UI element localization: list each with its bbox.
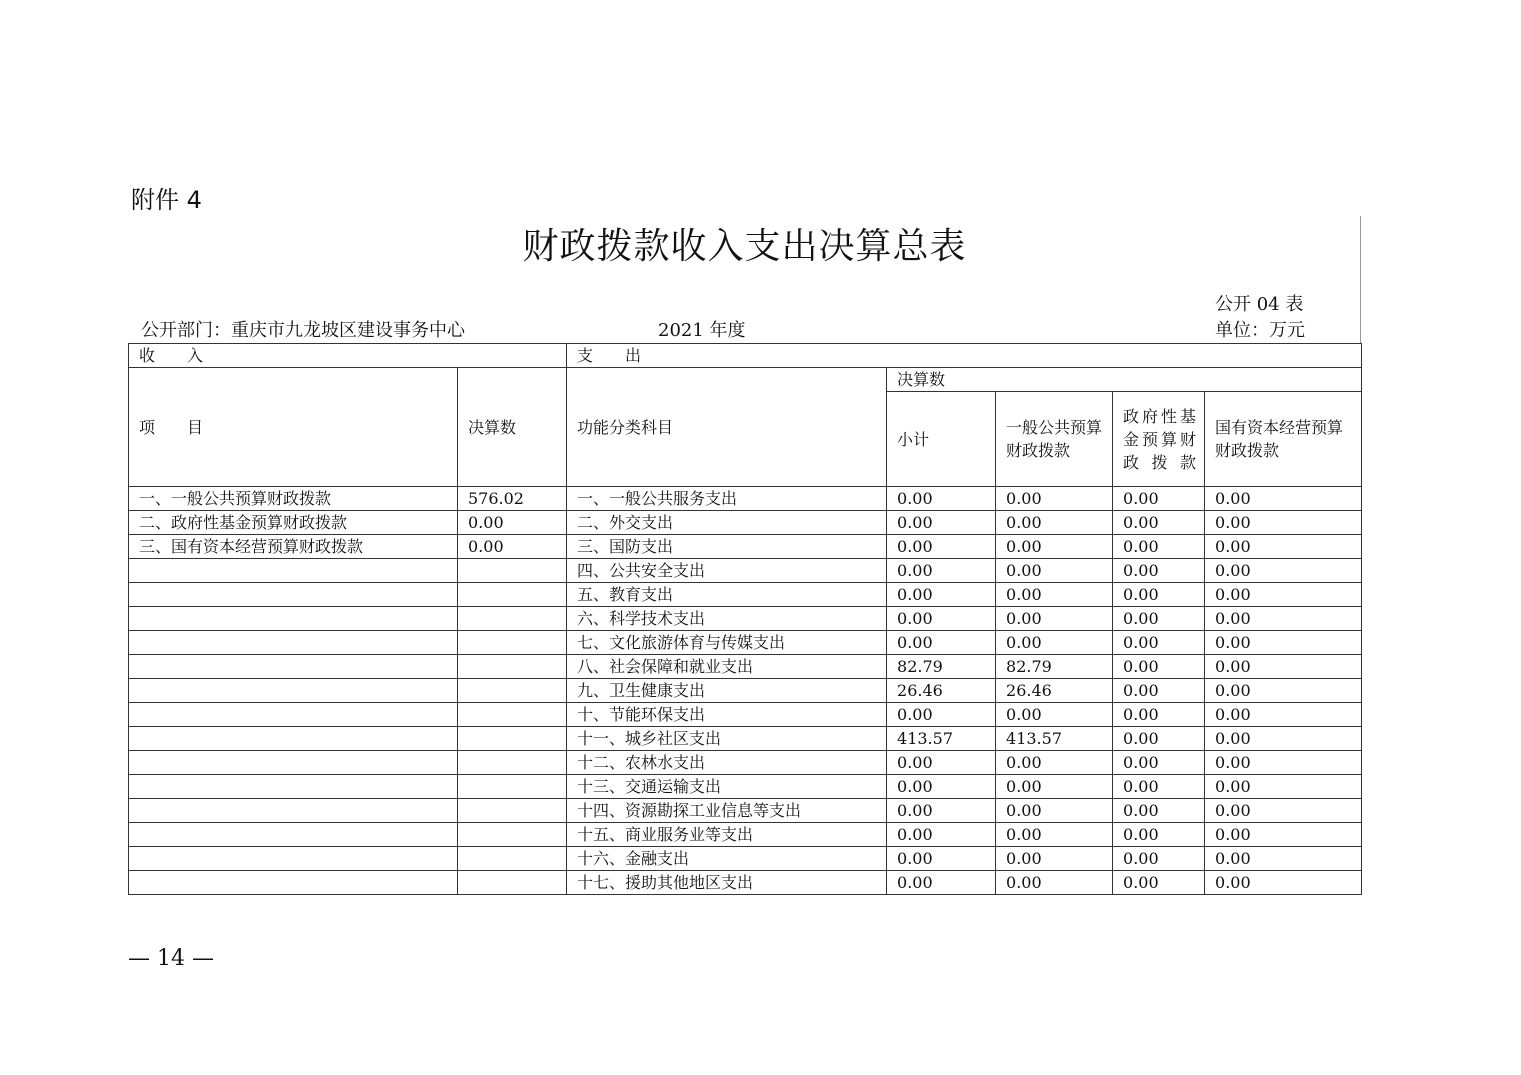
state-capital-cell: 0.00 [1205, 727, 1362, 751]
general-budget-cell: 0.00 [996, 871, 1113, 895]
state-capital-cell: 0.00 [1205, 583, 1362, 607]
general-budget-cell: 0.00 [996, 823, 1113, 847]
general-budget-cell: 0.00 [996, 511, 1113, 535]
income-amount-cell [458, 655, 567, 679]
income-item-cell [129, 823, 458, 847]
function-category-cell: 五、教育支出 [567, 583, 887, 607]
state-capital-cell: 0.00 [1205, 703, 1362, 727]
income-item-cell [129, 559, 458, 583]
general-budget-cell: 0.00 [996, 775, 1113, 799]
gov-fund-cell: 0.00 [1113, 559, 1205, 583]
state-capital-cell: 0.00 [1205, 631, 1362, 655]
general-budget-cell: 82.79 [996, 655, 1113, 679]
function-category-cell: 十二、农林水支出 [567, 751, 887, 775]
income-item-cell [129, 631, 458, 655]
gov-fund-cell: 0.00 [1113, 799, 1205, 823]
state-capital-cell: 0.00 [1205, 607, 1362, 631]
function-category-cell: 十一、城乡社区支出 [567, 727, 887, 751]
income-amount-cell [458, 823, 567, 847]
function-category-cell: 一、一般公共服务支出 [567, 487, 887, 511]
income-item-cell [129, 727, 458, 751]
subtotal-cell: 0.00 [887, 583, 996, 607]
general-budget-column-header: 一般公共预算财政拨款 [996, 392, 1113, 487]
subtotal-cell: 0.00 [887, 799, 996, 823]
function-category-cell: 三、国防支出 [567, 535, 887, 559]
income-amount-cell [458, 607, 567, 631]
table-row [129, 655, 1362, 679]
unit-label: 单位：万元 [1215, 320, 1305, 341]
subtotal-cell: 0.00 [887, 631, 996, 655]
state-capital-cell: 0.00 [1205, 871, 1362, 895]
table-row [129, 871, 1362, 895]
table-row [129, 751, 1362, 775]
general-budget-cell: 0.00 [996, 631, 1113, 655]
function-category-cell: 七、文化旅游体育与传媒支出 [567, 631, 887, 655]
income-item-cell [129, 775, 458, 799]
state-capital-cell: 0.00 [1205, 775, 1362, 799]
income-amount-cell [458, 727, 567, 751]
subtotal-cell: 0.00 [887, 871, 996, 895]
income-item-cell [129, 871, 458, 895]
subtotal-cell: 0.00 [887, 775, 996, 799]
margin-rule [1360, 216, 1361, 344]
subtotal-cell: 0.00 [887, 487, 996, 511]
table-row [129, 631, 1362, 655]
income-group-header: 收 入 [129, 344, 567, 368]
table-row [129, 583, 1362, 607]
function-category-cell: 十四、资源勘探工业信息等支出 [567, 799, 887, 823]
table-row [129, 847, 1362, 871]
subtotal-cell: 26.46 [887, 679, 996, 703]
income-amount-cell [458, 847, 567, 871]
gov-fund-cell: 0.00 [1113, 511, 1205, 535]
function-category-cell: 六、科学技术支出 [567, 607, 887, 631]
table-row [129, 679, 1362, 703]
subtotal-cell: 0.00 [887, 535, 996, 559]
subtotal-cell: 0.00 [887, 751, 996, 775]
table-row [129, 775, 1362, 799]
income-amount-cell [458, 871, 567, 895]
table-row [129, 559, 1362, 583]
income-amount-column-header: 决算数 [458, 368, 567, 487]
general-budget-cell: 0.00 [996, 847, 1113, 871]
function-category-cell: 八、社会保障和就业支出 [567, 655, 887, 679]
subtotal-cell: 0.00 [887, 559, 996, 583]
item-column-header: 项 目 [129, 368, 458, 487]
income-amount-cell [458, 631, 567, 655]
income-amount-cell: 576.02 [458, 487, 567, 511]
function-category-cell: 四、公共安全支出 [567, 559, 887, 583]
gov-fund-column-header: 政府性基金预算财政拨款 [1113, 392, 1205, 487]
function-category-cell: 十三、交通运输支出 [567, 775, 887, 799]
expense-group-header: 支 出 [567, 344, 1362, 368]
table-row [129, 799, 1362, 823]
income-item-cell: 二、政府性基金预算财政拨款 [129, 511, 458, 535]
income-amount-cell [458, 775, 567, 799]
general-budget-cell: 0.00 [996, 607, 1113, 631]
table-row [129, 487, 1362, 511]
gov-fund-cell: 0.00 [1113, 607, 1205, 631]
table-row [129, 703, 1362, 727]
page-number: — 14 — [128, 946, 214, 971]
fiscal-year: 2021 年度 [658, 320, 746, 341]
gov-fund-cell: 0.00 [1113, 751, 1205, 775]
subtotal-cell: 0.00 [887, 823, 996, 847]
income-item-cell [129, 583, 458, 607]
state-capital-cell: 0.00 [1205, 535, 1362, 559]
gov-fund-cell: 0.00 [1113, 631, 1205, 655]
general-budget-cell: 0.00 [996, 583, 1113, 607]
income-amount-cell [458, 703, 567, 727]
income-amount-cell [458, 559, 567, 583]
state-capital-column-header: 国有资本经营预算财政拨款 [1205, 392, 1362, 487]
gov-fund-cell: 0.00 [1113, 679, 1205, 703]
table-code: 公开 04 表 [1215, 294, 1304, 315]
gov-fund-cell: 0.00 [1113, 535, 1205, 559]
function-category-column-header: 功能分类科目 [567, 368, 887, 487]
gov-fund-cell: 0.00 [1113, 487, 1205, 511]
gov-fund-cell: 0.00 [1113, 727, 1205, 751]
gov-fund-cell: 0.00 [1113, 775, 1205, 799]
subtotal-cell: 0.00 [887, 847, 996, 871]
function-category-cell: 十五、商业服务业等支出 [567, 823, 887, 847]
state-capital-cell: 0.00 [1205, 559, 1362, 583]
income-amount-cell [458, 799, 567, 823]
table-row [129, 727, 1362, 751]
income-item-cell [129, 751, 458, 775]
fiscal-summary-table [128, 343, 1362, 895]
state-capital-cell: 0.00 [1205, 511, 1362, 535]
general-budget-cell: 0.00 [996, 799, 1113, 823]
general-budget-cell: 413.57 [996, 727, 1113, 751]
income-item-cell: 一、一般公共预算财政拨款 [129, 487, 458, 511]
function-category-cell: 十、节能环保支出 [567, 703, 887, 727]
table-row [129, 823, 1362, 847]
page-title: 财政拨款收入支出决算总表 [522, 226, 967, 267]
group-header-row [129, 344, 1362, 368]
income-amount-cell [458, 679, 567, 703]
general-budget-cell: 0.00 [996, 559, 1113, 583]
department-label: 公开部门：重庆市九龙坡区建设事务中心 [141, 320, 465, 341]
general-budget-cell: 26.46 [996, 679, 1113, 703]
income-amount-cell [458, 751, 567, 775]
general-budget-cell: 0.00 [996, 487, 1113, 511]
state-capital-cell: 0.00 [1205, 751, 1362, 775]
income-item-cell [129, 607, 458, 631]
gov-fund-cell: 0.00 [1113, 583, 1205, 607]
gov-fund-cell: 0.00 [1113, 847, 1205, 871]
subtotal-cell: 0.00 [887, 607, 996, 631]
income-item-cell [129, 655, 458, 679]
gov-fund-cell: 0.00 [1113, 655, 1205, 679]
attachment-label: 附件 4 [131, 186, 202, 214]
subtotal-cell: 82.79 [887, 655, 996, 679]
income-item-cell [129, 703, 458, 727]
gov-fund-cell: 0.00 [1113, 703, 1205, 727]
state-capital-cell: 0.00 [1205, 823, 1362, 847]
income-amount-cell [458, 583, 567, 607]
state-capital-cell: 0.00 [1205, 679, 1362, 703]
income-amount-cell: 0.00 [458, 535, 567, 559]
subtotal-cell: 413.57 [887, 727, 996, 751]
expense-amount-group-header: 决算数 [887, 368, 1362, 392]
state-capital-cell: 0.00 [1205, 799, 1362, 823]
function-category-cell: 二、外交支出 [567, 511, 887, 535]
table-row [129, 511, 1362, 535]
income-item-cell [129, 847, 458, 871]
income-amount-cell: 0.00 [458, 511, 567, 535]
gov-fund-cell: 0.00 [1113, 871, 1205, 895]
table-row [129, 607, 1362, 631]
general-budget-cell: 0.00 [996, 703, 1113, 727]
column-header-row-1 [129, 368, 1362, 392]
income-item-cell: 三、国有资本经营预算财政拨款 [129, 535, 458, 559]
state-capital-cell: 0.00 [1205, 847, 1362, 871]
income-item-cell [129, 679, 458, 703]
table-row [129, 535, 1362, 559]
subtotal-cell: 0.00 [887, 703, 996, 727]
function-category-cell: 九、卫生健康支出 [567, 679, 887, 703]
general-budget-cell: 0.00 [996, 751, 1113, 775]
subtotal-column-header: 小计 [887, 392, 996, 487]
function-category-cell: 十七、援助其他地区支出 [567, 871, 887, 895]
state-capital-cell: 0.00 [1205, 655, 1362, 679]
state-capital-cell: 0.00 [1205, 487, 1362, 511]
income-item-cell [129, 799, 458, 823]
gov-fund-cell: 0.00 [1113, 823, 1205, 847]
function-category-cell: 十六、金融支出 [567, 847, 887, 871]
subtotal-cell: 0.00 [887, 511, 996, 535]
general-budget-cell: 0.00 [996, 535, 1113, 559]
